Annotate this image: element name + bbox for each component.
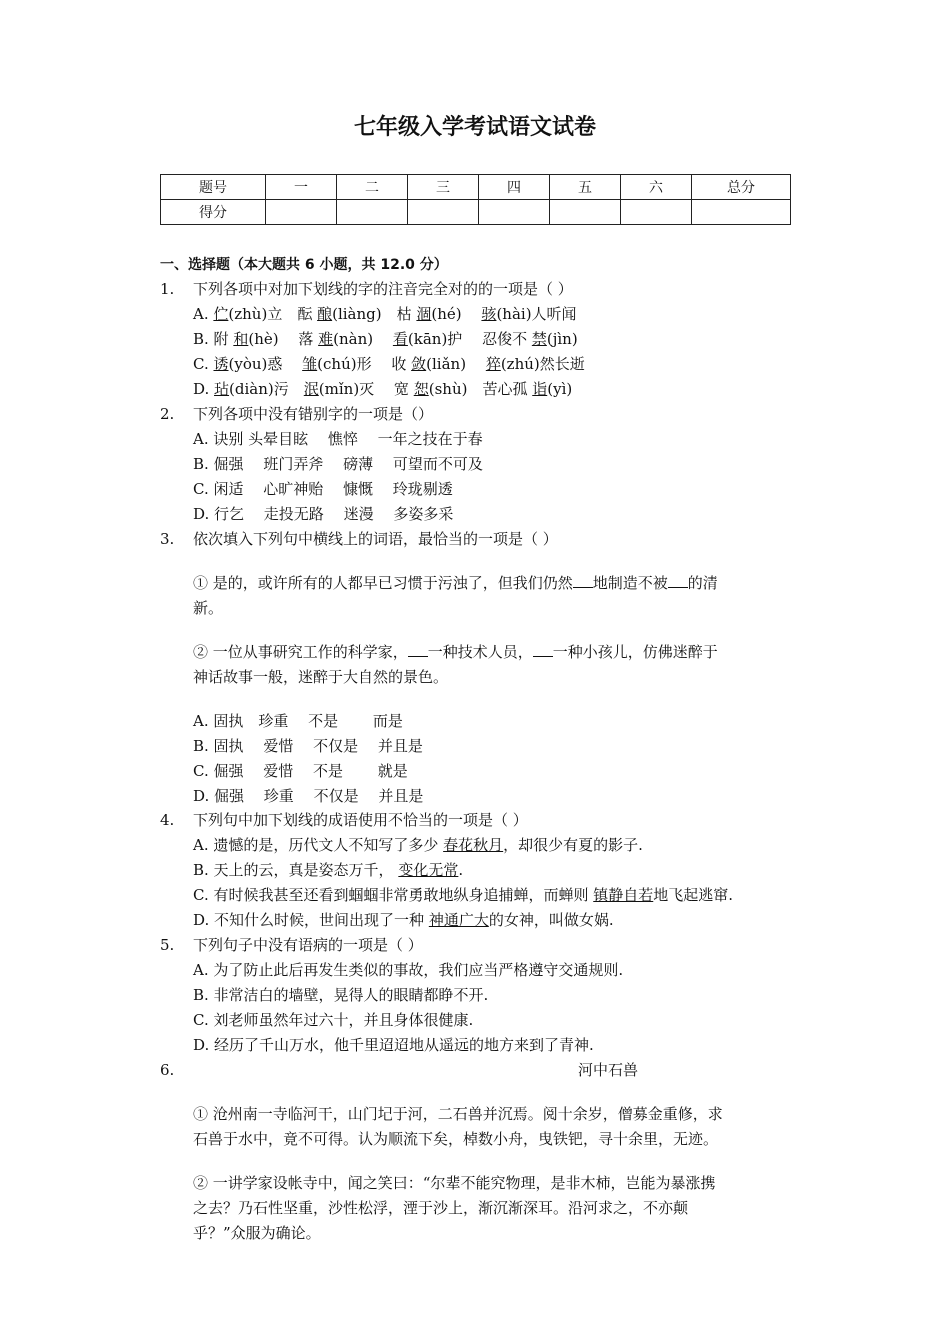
page-title: 七年级入学考试语文试卷	[353, 115, 596, 140]
option-c: C. 有时候我甚至还看到蝈蝈非常勇敢地纵身追捕蝉，而蝉则 镇静自若地飞起逃窜.	[193, 886, 734, 904]
score-table-header-row	[161, 175, 791, 200]
fill-blank	[573, 573, 593, 588]
passage-paragraph-2-cont: 之去？乃石性坚重，沙性松浮，湮于沙上，渐沉渐深耳。沿河求之，不亦颠	[193, 1199, 689, 1217]
passage-paragraph-1-cont: 石兽于水中，竟不可得。认为顺流下矣，棹数小舟，曳铁钯，寻十余里，无迹。	[193, 1130, 719, 1148]
option-a: A. 固执 珍重 不是 而是	[193, 712, 403, 730]
sentence-2: ② 一位从事研究工作的科学家， 一种技术人员， 一种小孩儿，仿佛迷醉于	[193, 643, 718, 661]
fill-blank	[668, 573, 688, 588]
question-stem: 下列各项中对加下划线的字的注音完全对的的一项是（ ）	[193, 280, 573, 298]
passage-paragraph-2: ② 一讲学家设帐寺中，闻之笑曰：“尔辈不能究物理，是非木柿，岂能为暴涨携	[193, 1174, 716, 1192]
score-header-cell: 一	[266, 175, 337, 200]
score-cell	[621, 200, 692, 225]
question-stem: 下列句子中没有语病的一项是（ ）	[193, 936, 423, 954]
option-c: C. 倔强 爱惜 不是 就是	[193, 762, 408, 780]
option-a: A. 伫(zhù)立 酝 酿(liàng) 枯 涸(hé) 骇(hài)人听闻	[193, 305, 577, 323]
question-stem: 下列各项中没有错别字的一项是（）	[193, 405, 434, 423]
question-number: 3.	[160, 530, 175, 548]
score-header-cell: 五	[550, 175, 621, 200]
passage-paragraph-1: ① 沧州南一寺临河干，山门圮于河，二石兽并沉焉。阅十余岁，僧募金重修，求	[193, 1105, 723, 1123]
score-cell	[266, 200, 337, 225]
question-stem: 依次填入下列句中横线上的词语，最恰当的一项是（ ）	[193, 530, 558, 548]
score-header-cell: 四	[479, 175, 550, 200]
option-b: B. 附 和(hè) 落 难(nàn) 看(kān)护 忍俊不 禁(jìn)	[193, 330, 578, 348]
passage-title: 河中石兽	[578, 1061, 639, 1079]
option-a: A. 诀别 头晕目眩 憔悴 一年之技在于春	[193, 430, 483, 448]
sentence-1-cont: 新。	[193, 599, 224, 617]
option-d: D. 倔强 珍重 不仅是 并且是	[193, 787, 424, 805]
option-c: C. 闲适 心旷神贻 慷慨 玲珑剔透	[193, 480, 453, 498]
option-a: A. 为了防止此后再发生类似的事故，我们应当严格遵守交通规则.	[193, 961, 624, 979]
fill-blank	[533, 642, 553, 657]
score-header-cell: 三	[408, 175, 479, 200]
option-d: D. 玷(diàn)污 泯(mǐn)灭 宽 恕(shù) 苦心孤 诣(yì)	[193, 380, 573, 398]
question-number: 4.	[160, 811, 175, 829]
sentence-2-cont: 神话故事一般，迷醉于大自然的景色。	[193, 668, 449, 686]
score-cell	[479, 200, 550, 225]
question-number: 6.	[160, 1061, 175, 1079]
option-d: D. 不知什么时候，世间出现了一种 神通广大的女神，叫做女娲.	[193, 911, 614, 929]
option-a: A. 遗憾的是，历代文人不知写了多少 春花秋月，却很少有夏的影子.	[193, 836, 643, 854]
sentence-1: ① 是的，或许所有的人都早已习惯于污浊了，但我们仍然 地制造不被 的清	[193, 574, 718, 592]
passage-paragraph-2-end: 乎？”众服为确论。	[193, 1224, 321, 1242]
score-table	[160, 174, 791, 225]
option-b: B. 倔强 班门弄斧 磅薄 可望而不可及	[193, 455, 483, 473]
question-number: 5.	[160, 936, 175, 954]
option-c: C. 刘老师虽然年过六十，并且身体很健康.	[193, 1011, 474, 1029]
score-header-cell: 总分	[692, 175, 791, 200]
score-cell	[550, 200, 621, 225]
question-number: 2.	[160, 405, 175, 423]
option-d: D. 行乞 走投无路 迷漫 多姿多采	[193, 505, 454, 523]
section-heading: 一、选择题（本大题共 6 小题，共 12.0 分）	[160, 257, 448, 273]
score-row-label: 得分	[161, 200, 266, 225]
fill-blank	[408, 642, 428, 657]
score-header-cell: 题号	[161, 175, 266, 200]
option-c: C. 诱(yòu)惑 雏(chú)形 收 敛(liǎn) 猝(zhú)然长逝	[193, 355, 585, 373]
option-b: B. 天上的云，真是姿态万千， 变化无常.	[193, 861, 464, 879]
option-d: D. 经历了千山万水，他千里迢迢地从遥远的地方来到了青神.	[193, 1036, 594, 1054]
score-header-cell: 二	[337, 175, 408, 200]
score-cell	[408, 200, 479, 225]
option-b: B. 非常洁白的墙壁，晃得人的眼睛都睁不开.	[193, 986, 489, 1004]
score-cell	[337, 200, 408, 225]
score-header-cell: 六	[621, 175, 692, 200]
option-b: B. 固执 爱惜 不仅是 并且是	[193, 737, 423, 755]
question-stem: 下列句中加下划线的成语使用不恰当的一项是（ ）	[193, 811, 528, 829]
question-number: 1.	[160, 280, 175, 298]
score-table-score-row	[161, 200, 791, 225]
score-cell	[692, 200, 791, 225]
